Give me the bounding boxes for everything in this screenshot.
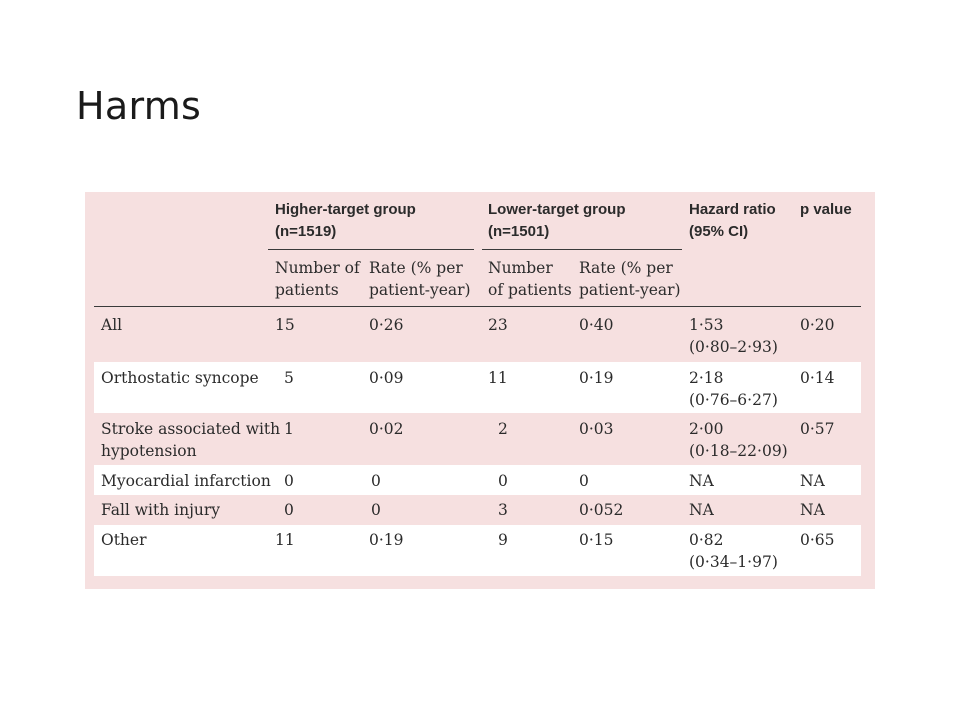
header-lower-n: (n=1501) bbox=[488, 223, 550, 240]
cell-lower-rate: 0·15 bbox=[579, 531, 614, 549]
cell-hazard-ratio: NA bbox=[689, 501, 714, 519]
cell-hazard-ratio: 2·00 bbox=[689, 420, 724, 438]
cell-p-value: 0·57 bbox=[800, 420, 835, 438]
cell-hazard-ratio: 2·18 bbox=[689, 369, 724, 387]
row-label: All bbox=[101, 316, 123, 334]
cell-higher-rate: 0·09 bbox=[369, 369, 404, 387]
cell-hazard-ci: (0·76–6·27) bbox=[689, 391, 778, 409]
header-p-value: p value bbox=[800, 201, 852, 218]
header-rule bbox=[94, 306, 861, 307]
cell-p-value: 0·65 bbox=[800, 531, 835, 549]
subheader-lower-rate: Rate (% per bbox=[579, 259, 673, 277]
header-higher-n: (n=1519) bbox=[275, 223, 337, 240]
subheader-higher-rate-2: patient-year) bbox=[369, 281, 471, 299]
cell-lower-n: 3 bbox=[498, 501, 508, 519]
cell-lower-n: 11 bbox=[488, 369, 508, 387]
cell-higher-n: 15 bbox=[275, 316, 295, 334]
slide-title: Harms bbox=[76, 84, 202, 128]
row-label: Orthostatic syncope bbox=[101, 369, 259, 387]
subheader-higher-rate: Rate (% per bbox=[369, 259, 463, 277]
harms-table bbox=[85, 192, 875, 589]
cell-higher-rate: 0 bbox=[371, 472, 381, 490]
subheader-lower-number: Number bbox=[488, 259, 553, 277]
row-label: Stroke associated with bbox=[101, 420, 281, 438]
subheader-higher-number-2: patients bbox=[275, 281, 339, 299]
cell-lower-n: 0 bbox=[498, 472, 508, 490]
cell-lower-n: 9 bbox=[498, 531, 508, 549]
cell-hazard-ci: (0·18–22·09) bbox=[689, 442, 788, 460]
cell-lower-n: 23 bbox=[488, 316, 508, 334]
cell-higher-rate: 0·19 bbox=[369, 531, 404, 549]
cell-higher-n: 1 bbox=[284, 420, 294, 438]
header-hazard-ci: (95% CI) bbox=[689, 223, 749, 240]
cell-p-value: NA bbox=[800, 472, 825, 490]
row-label: Fall with injury bbox=[101, 501, 221, 519]
header-lower-group: Lower-target group bbox=[488, 201, 626, 218]
cell-lower-n: 2 bbox=[498, 420, 508, 438]
row-label: Other bbox=[101, 531, 147, 549]
cell-lower-rate: 0·19 bbox=[579, 369, 614, 387]
cell-hazard-ci: (0·80–2·93) bbox=[689, 338, 778, 356]
cell-hazard-ratio: 0·82 bbox=[689, 531, 724, 549]
cell-hazard-ratio: NA bbox=[689, 472, 714, 490]
cell-higher-n: 5 bbox=[284, 369, 294, 387]
cell-p-value: 0·14 bbox=[800, 369, 835, 387]
cell-higher-n: 0 bbox=[284, 501, 294, 519]
cell-hazard-ci: (0·34–1·97) bbox=[689, 553, 778, 571]
cell-lower-rate: 0 bbox=[579, 472, 589, 490]
row-label: Myocardial infarction bbox=[101, 472, 271, 490]
cell-lower-rate: 0·40 bbox=[579, 316, 614, 334]
lower-group-rule bbox=[482, 249, 682, 250]
header-hazard-ratio: Hazard ratio bbox=[689, 201, 776, 218]
subheader-lower-rate-2: patient-year) bbox=[579, 281, 681, 299]
cell-higher-n: 0 bbox=[284, 472, 294, 490]
cell-lower-rate: 0·03 bbox=[579, 420, 614, 438]
cell-higher-n: 11 bbox=[275, 531, 295, 549]
cell-lower-rate: 0·052 bbox=[579, 501, 624, 519]
cell-higher-rate: 0·26 bbox=[369, 316, 404, 334]
cell-p-value: 0·20 bbox=[800, 316, 835, 334]
cell-hazard-ratio: 1·53 bbox=[689, 316, 724, 334]
subheader-lower-number-2: of patients bbox=[488, 281, 572, 299]
higher-group-rule bbox=[268, 249, 474, 250]
row-label-line2: hypotension bbox=[101, 442, 197, 460]
cell-higher-rate: 0 bbox=[371, 501, 381, 519]
cell-higher-rate: 0·02 bbox=[369, 420, 404, 438]
cell-p-value: NA bbox=[800, 501, 825, 519]
subheader-higher-number: Number of bbox=[275, 259, 360, 277]
header-higher-group: Higher-target group bbox=[275, 201, 416, 218]
